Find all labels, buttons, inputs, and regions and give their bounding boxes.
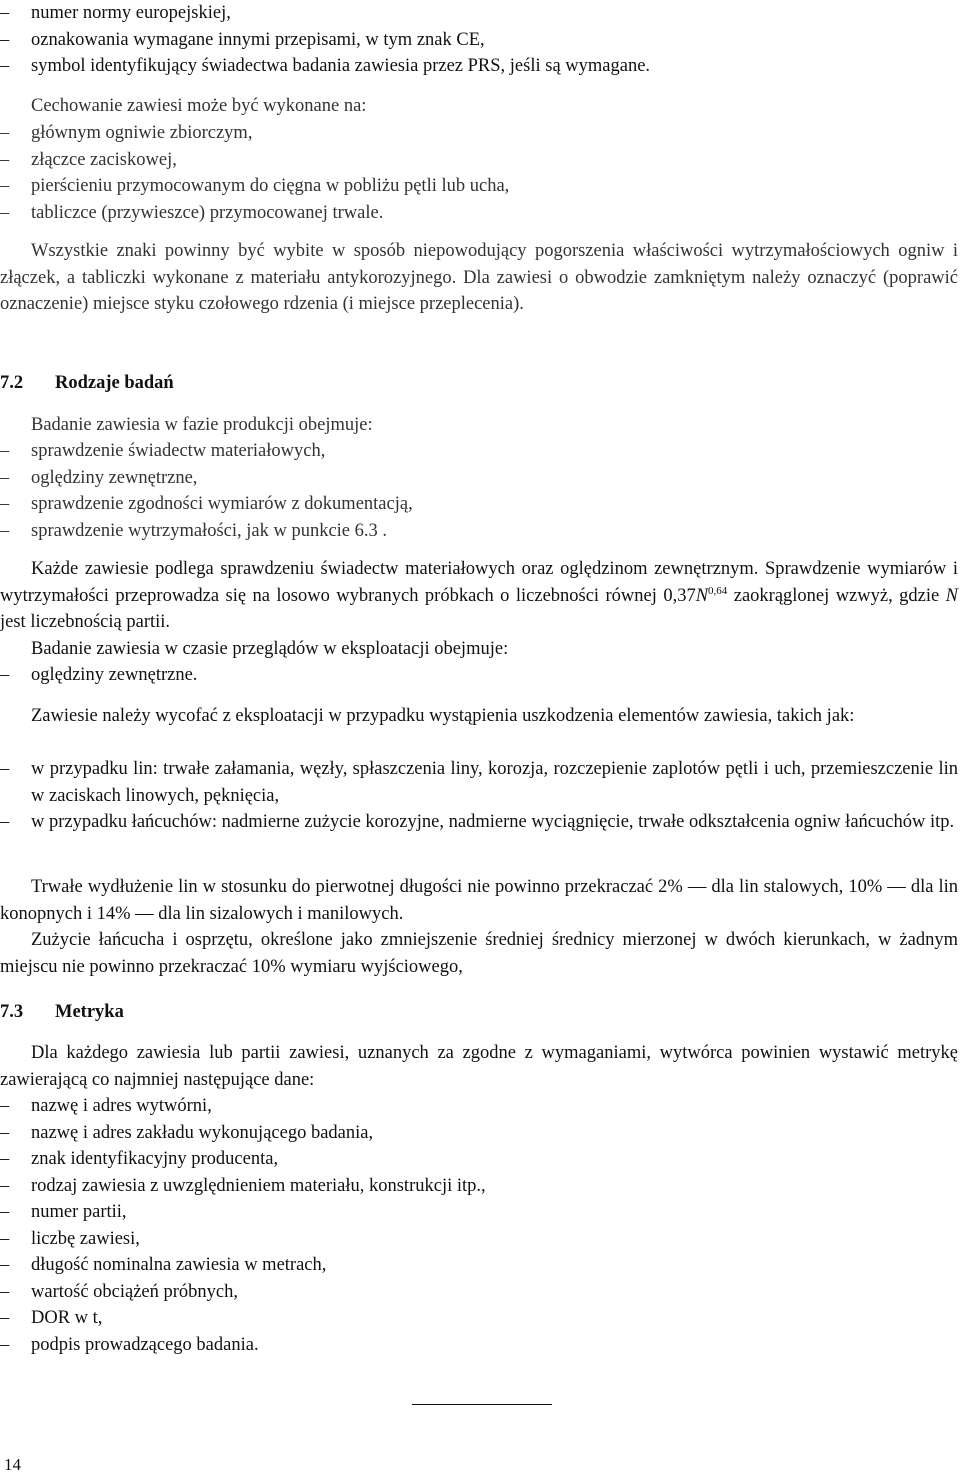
list-item: – numer normy europejskiej,	[0, 0, 958, 27]
list-item: – oględziny zewnętrzne,	[0, 465, 958, 492]
list-item: – sprawdzenie wytrzymałości, jak w punkcie 6.3 .	[0, 518, 958, 545]
section-number: 7.2	[0, 373, 24, 393]
sampling-paragraph	[0, 556, 958, 636]
withdraw-list	[0, 756, 958, 836]
marking-list	[0, 120, 958, 226]
list-item: – w przypadku łańcuchów: nadmierne zużycie korozyjne, nadmierne wyciągnięcie, trwałe odkształcenia ogniw łańcuchów itp.	[0, 809, 958, 836]
elongation-paragraph: Trwałe wydłużenie lin w stosunku do pierwotnej długości nie powinno przekraczać 2% — dla lin stalowych, 10% — dla lin konopnych i 14% — dla lin sizalowych i manilowych.	[0, 877, 958, 924]
section-title: Metryka	[55, 1002, 124, 1022]
list-item: – oznakowania wymagane innymi przepisami, w tym znak CE,	[0, 27, 958, 54]
footnote-rule	[412, 1404, 552, 1405]
list-item: – złączce zaciskowej,	[0, 147, 958, 174]
section-heading-7-3	[0, 999, 958, 1026]
metric-list	[0, 1093, 958, 1358]
list-item: – numer partii,	[0, 1199, 958, 1226]
operation-intro: Badanie zawiesia w czasie przeglądów w eksploatacji obejmuje:	[31, 639, 509, 659]
list-item: – rodzaj zawiesia z uwzględnieniem materiału, konstrukcji itp.,	[0, 1173, 958, 1200]
list-item: – oględziny zewnętrzne.	[0, 662, 958, 689]
sampling-exponent: 0,64	[708, 584, 728, 597]
marking-note: Wszystkie znaki powinny być wybite w sposób niepowodujący pogorszenia właściwości wytrzymałościowych ogniw i złączek, a tabliczki wykonane z materiału antykorozyjnego. Dla zawiesi o obwodzie zamkniętym należy oznaczyć (poprawić oznaczenie) miejsce styku czołowego rdzenia (i miejsce przeplecenia).	[0, 241, 958, 314]
section-heading-7-2	[0, 370, 958, 397]
production-intro: Badanie zawiesia w fazie produkcji obejmuje:	[31, 415, 373, 435]
list-item: – znak identyfikacyjny producenta,	[0, 1146, 958, 1173]
section-number: 7.3	[0, 1002, 24, 1022]
sampling-variable: N	[695, 585, 709, 606]
sampling-text: Każde zawiesie podlega sprawdzeniu świadectw materiałowych oraz oględzinom zewnętrznym. Sprawdzenie wymiarów i wytrzymałości przeprowadza się na losowo wybranych próbkach o liczebności równej 0,37	[0, 559, 958, 606]
production-list	[0, 438, 958, 544]
list-item: – nazwę i adres wytwórni,	[0, 1093, 958, 1120]
list-item: – nazwę i adres zakładu wykonującego badania,	[0, 1120, 958, 1147]
sampling-text: zaokrąglonej wzwyż, gdzie	[727, 585, 946, 606]
wear-paragraph: Zużycie łańcucha i osprzętu, określone jako zmniejszenie średniej średnicy mierzonej w dwóch kierunkach, w żadnym miejscu nie powinno przekraczać 10% wymiaru wyjściowego,	[0, 930, 958, 977]
sampling-variable: N	[945, 585, 958, 606]
list-item: – tabliczce (przywieszce) przymocowanej trwale.	[0, 200, 958, 227]
withdraw-intro: Zawiesie należy wycofać z eksploatacji w przypadku wystąpienia uszkodzenia elementów zawiesia, takich jak:	[31, 706, 855, 726]
operation-list	[0, 662, 958, 689]
list-item: – wartość obciążeń próbnych,	[0, 1279, 958, 1306]
list-item: – liczbę zawiesi,	[0, 1226, 958, 1253]
list-item: – głównym ogniwie zbiorczym,	[0, 120, 958, 147]
page-number: 14	[4, 1455, 21, 1474]
sampling-text: jest liczebnością partii.	[0, 612, 171, 632]
list-item: – sprawdzenie świadectw materiałowych,	[0, 438, 958, 465]
list-item: – w przypadku lin: trwałe załamania, węzły, spłaszczenia liny, korozja, rozczepienie zaplotów pętli i uch, przemieszczenie lin w zaciskach linowych, pęknięcia,	[0, 756, 958, 809]
list-item: – symbol identyfikujący świadectwa badania zawiesia przez PRS, jeśli są wymagane.	[0, 53, 958, 80]
section-title: Rodzaje badań	[55, 373, 174, 393]
marking-intro: Cechowanie zawiesi może być wykonane na:	[31, 96, 367, 116]
intro-list	[0, 0, 958, 80]
list-item: – sprawdzenie zgodności wymiarów z dokumentacją,	[0, 491, 958, 518]
list-item: – podpis prowadzącego badania.	[0, 1332, 958, 1359]
list-item: – długość nominalna zawiesia w metrach,	[0, 1252, 958, 1279]
list-item: – DOR w t,	[0, 1305, 958, 1332]
list-item: – pierścieniu przymocowanym do cięgna w pobliżu pętli lub ucha,	[0, 173, 958, 200]
metric-intro: Dla każdego zawiesia lub partii zawiesi, uznanych za zgodne z wymaganiami, wytwórca powinien wystawić metrykę zawierającą co najmniej następujące dane:	[0, 1043, 958, 1090]
